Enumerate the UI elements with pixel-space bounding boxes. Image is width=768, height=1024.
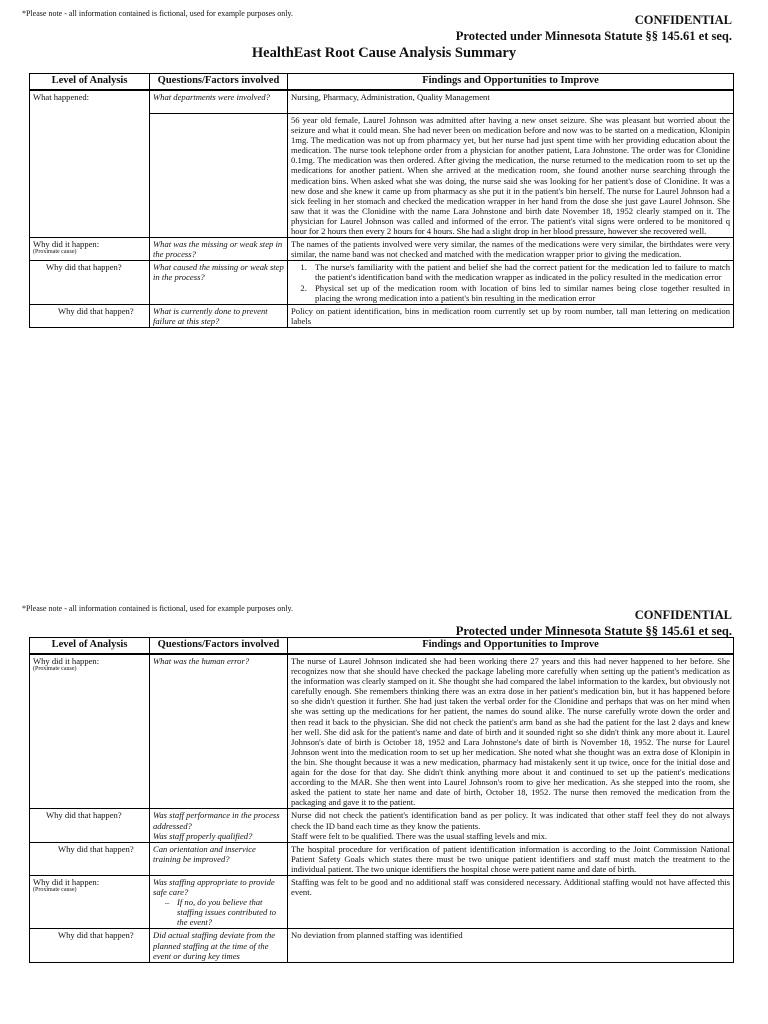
- level-sublabel: (Proximate cause): [33, 249, 77, 256]
- finding-cell: [288, 261, 734, 304]
- level-cell: Why did that happen?: [30, 261, 150, 304]
- table-row: [30, 875, 734, 928]
- finding-cell: Nursing, Pharmacy, Administration, Quality Management: [288, 90, 734, 114]
- question-line: Was staffing appropriate to provide safe care?: [153, 876, 275, 898]
- finding-cell: [288, 809, 734, 842]
- question-cell: What is currently done to prevent failure at this step?: [150, 304, 288, 327]
- finding-cell: 56 year old female, Laurel Johnson was admitted after having a new onset seizure. She was pleasant but worried about the seizure and what it could mean. She had never been on medication before and now was to be started on a medication, Klonipin 1mg. The medication was not up from pharmacy yet, but her nurse had just spent time with her providing education about the medication. The nurse took telephone order from a physician for another patient, Lara Johnstone. The order was for Clonidine 0.1mg. The medication was then ordered. After giving the medication, the nurse returned to the medication room to set up the medications for another patient. When she arrived at the medication room, she found another nurse searching through the medication bins. When asked what she was doing, the nurse said she was looking for her patient's dose of Clonidine. It was a new dose and she knew it came up from pharmacy as she put it in the patient's bin herself. The nurse for Laurel Johnson had a sick feeling in her stomach and checked the medication wrapper in her hand from the dose she just gave Laurel Johnson. She saw that it was the Clonidine with the name Lara Johnstone and birth date November 18, 1952 clearly stamped on it. The physician for Laurel Johnson was called and informed of the error. The patient's vital signs were ordered to be monitored q hour for 2 hours then every 2 hours for 4 hours. She had a slight drop in her blood pressure, however she recovered well.: [288, 114, 734, 238]
- level-sublabel: (Proximate cause): [33, 887, 77, 894]
- question-line: Was staff properly qualified?: [153, 830, 253, 841]
- finding-cell: Staffing was felt to be good and no additional staff was considered necessary. Additional staffing would not have affected this event.: [288, 875, 734, 928]
- finding-cell: The hospital procedure for verification of patient identification information is according to the Joint Commission National Patient Safety Goals which states there must be two unique patient identifiers and staff must match the treatment to the individual patient. The two unique identifiers the hospital chose were patient name and date of birth.: [288, 842, 734, 875]
- column-header-findings: Findings and Opportunities to Improve: [288, 638, 734, 655]
- column-header-findings: Findings and Opportunities to Improve: [288, 74, 734, 91]
- disclaimer-text: *Please note - all information contained is fictional, used for example purposes only.: [22, 604, 293, 613]
- table-header-row: [30, 638, 734, 655]
- column-header-level: Level of Analysis: [30, 638, 150, 655]
- question-cell: What departments were involved?: [150, 90, 288, 114]
- question-dash-list: [153, 897, 284, 927]
- table-row: [30, 654, 734, 809]
- table-row: [30, 929, 734, 962]
- confidential-label: CONFIDENTIAL: [634, 608, 732, 622]
- question-cell-empty: [150, 114, 288, 238]
- level-cell: [30, 654, 150, 809]
- column-header-level: Level of Analysis: [30, 74, 150, 91]
- level-cell: [30, 875, 150, 928]
- question-cell: Can orientation and inservice training be improved?: [150, 842, 288, 875]
- level-cell: Why did that happen?: [30, 304, 150, 327]
- finding-line: Nurse did not check the patient's identification band as per policy. It was indicated that other staff feel they do not always check the ID band each time as they know the patients.: [291, 810, 730, 831]
- level-label: Why did it happen:: [33, 656, 100, 666]
- column-header-questions: Questions/Factors involved: [150, 74, 288, 91]
- level-label: Why did it happen:: [33, 239, 100, 250]
- confidential-label: CONFIDENTIAL: [634, 13, 732, 27]
- level-label: Why did it happen:: [33, 876, 100, 887]
- table-row: [30, 90, 734, 114]
- question-cell: [150, 809, 288, 842]
- statute-line: Protected under Minnesota Statute §§ 145.61 et seq.: [455, 29, 732, 43]
- question-line: Was staff performance in the process addressed?: [153, 810, 280, 831]
- column-header-questions: Questions/Factors involved: [150, 638, 288, 655]
- list-item: – If no, do you believe that staffing issues contributed to the event?: [165, 897, 284, 927]
- document-title: HealthEast Root Cause Analysis Summary: [251, 45, 517, 61]
- finding-cell: The nurse of Laurel Johnson indicated she had been working there 27 years and this had never happened to her before. She recognizes now that she should have checked the package labeling more carefully when setting up the patient's medication as the information was clearly stamped on it. She thought she had compared the label information to the kardex, but obviously not carefully enough. She remembers thinking there was an extra dose in her patient's medication bin, but it has happened before so she didn't question it further. She had just taken the verbal order for the Clonidine and perhaps that was on her mind when she was setting up the medications for her patient, the names do sound alike. The nurse carefully wrote down the order and then read it back to the physician. She did not check the patient's arm band as she had the patient for the last 2 days and knew her well. She did ask for the patient's name and date of birth and it sounded right so she didn't think any more about it. Laurel Johnson's date of birth is October 18, 1952 and Lara Johnstone's date of birth is November 18, 1952. The nurse for Laurel Johnson went into the medication room to set up her medication. She noted what she thought was an extra dose of Klonipin in the bin. She thought because it was a new medication, pharmacy had mistakenly sent it up twice, once for the initial dose and again for the dose for that day. She didn't think anything more about it and continued to set up the patient's medications according to the MAR. She then went into Laurel Johnson's room to give her medication. As she stepped into the room, she asked the patient to state her name and date of birth, October 18, 1952. The nurse then removed the medication from the packaging and gave it to the patient.: [288, 654, 734, 809]
- level-cell: Why did that happen?: [30, 809, 150, 842]
- finding-numbered-list: [291, 262, 730, 302]
- level-label: What happened:: [33, 92, 90, 102]
- finding-cell: The names of the patients involved were very similar, the names of the medications were very similar, the birthdates were very similar, the name band was not checked and matched with the medication wrapper prior to giving the medication.: [288, 238, 734, 261]
- statute-line: Protected under Minnesota Statute §§ 145.61 et seq.: [455, 624, 732, 638]
- page-2: [0, 600, 768, 1024]
- question-cell: Did actual staffing deviate from the planned staffing at the time of the event or during key times: [150, 929, 288, 962]
- level-cell: Why did that happen?: [30, 842, 150, 875]
- level-cell: [30, 238, 150, 261]
- table-row: [30, 842, 734, 875]
- question-cell: What caused the missing or weak step in the process?: [150, 261, 288, 304]
- table-row: [30, 261, 734, 304]
- finding-line: Staff were felt to be qualified. There was the usual staffing levels and mix.: [291, 830, 548, 841]
- table-row: [30, 238, 734, 261]
- list-item: 2. Physical set up of the medication room with location of bins led to similar names being close together resulted in placing the wrong medication into a patient's bin resulting in the medication error: [309, 283, 730, 303]
- disclaimer-text: *Please note - all information contained is fictional, used for example purposes only.: [22, 9, 293, 18]
- rca-table-page-1: [29, 73, 734, 328]
- finding-cell: No deviation from planned staffing was identified: [288, 929, 734, 962]
- level-cell: Why did that happen?: [30, 929, 150, 962]
- question-cell: What was the human error?: [150, 654, 288, 809]
- level-sublabel: (Proximate cause): [33, 666, 77, 673]
- question-cell: [150, 875, 288, 928]
- list-item: 1. The nurse's familiarity with the patient and belief she had the correct patient for the medication led to failure to match the patient's identification band with the medication wrapper as indicated in the policy resulted in the medication error: [309, 262, 730, 282]
- table-row: [30, 304, 734, 327]
- rca-table-page-2: [29, 637, 734, 963]
- finding-cell: Policy on patient identification, bins in medication room currently set up by room number, tall man lettering on medication labels: [288, 304, 734, 327]
- level-cell: [30, 90, 150, 238]
- question-cell: What was the missing or weak step in the process?: [150, 238, 288, 261]
- table-row: [30, 809, 734, 842]
- table-header-row: [30, 74, 734, 91]
